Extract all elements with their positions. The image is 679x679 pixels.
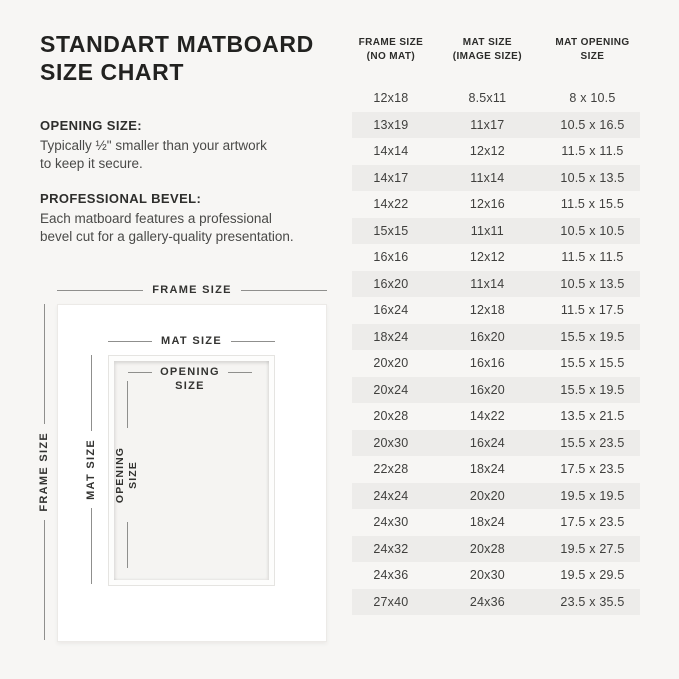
frame-size-cell: 22x28 xyxy=(373,462,409,477)
header-frame-size-line1: FRAME SIZE xyxy=(358,37,424,48)
table-row xyxy=(352,85,640,112)
mat-opening-cell: 10.5 x 13.5 xyxy=(560,170,625,185)
frame-size-cell: 15x15 xyxy=(373,223,409,238)
frame-size-cell: 14x14 xyxy=(373,144,409,159)
opening-size-heading: OPENING SIZE: xyxy=(40,118,142,133)
table-row xyxy=(352,509,640,536)
mat-size-cell: 12x18 xyxy=(469,303,505,318)
opening-size-h-indicator xyxy=(128,365,252,392)
header-frame-size-line2: (NO MAT) xyxy=(366,51,416,62)
frame-size-cell: 20x30 xyxy=(373,435,409,450)
table-row xyxy=(352,430,640,457)
mat-opening-cell: 11.5 x 11.5 xyxy=(561,144,624,159)
mat-opening-cell: 10.5 x 10.5 xyxy=(560,223,625,238)
frame-size-cell: 20x20 xyxy=(373,356,409,371)
header-mat-size xyxy=(430,36,545,64)
indicator-line xyxy=(44,304,45,424)
mat-opening-cell: 11.5 x 15.5 xyxy=(560,197,625,212)
mat-opening-cell: 19.5 x 29.5 xyxy=(560,568,625,583)
professional-bevel-heading: PROFESSIONAL BEVEL: xyxy=(40,191,202,206)
professional-bevel-section xyxy=(40,191,340,246)
table-row xyxy=(352,244,640,271)
indicator-line xyxy=(127,522,128,569)
frame-size-cell: 13x19 xyxy=(373,117,409,132)
table-row xyxy=(352,324,640,351)
mat-size-cell: 20x28 xyxy=(469,541,505,556)
indicator-line xyxy=(128,372,152,373)
opening-size-v-label xyxy=(112,436,142,514)
frame-size-cell: 16x16 xyxy=(373,250,409,265)
mat-opening-cell: 11.5 x 17.5 xyxy=(560,303,625,318)
mat-opening-cell: 13.5 x 21.5 xyxy=(560,409,625,424)
mat-size-cell: 11x17 xyxy=(470,117,505,132)
opening-size-v-indicator xyxy=(112,381,142,568)
mat-opening-cell: 15.5 x 19.5 xyxy=(560,329,625,344)
table-row xyxy=(352,297,640,324)
frame-size-cell: 16x20 xyxy=(373,276,409,291)
mat-size-cell: 12x16 xyxy=(469,197,505,212)
mat-size-cell: 16x24 xyxy=(469,435,505,450)
frame-size-cell: 14x17 xyxy=(373,170,409,185)
header-mat-size-line1: MAT SIZE xyxy=(462,37,512,48)
table-row xyxy=(352,138,640,165)
mat-size-h-label: MAT SIZE xyxy=(161,335,222,347)
opening-size-h-label-line1: OPENING xyxy=(160,366,220,378)
table-row xyxy=(352,536,640,563)
opening-size-h-label-line2: SIZE xyxy=(175,380,205,392)
table-row xyxy=(352,218,640,245)
size-table xyxy=(352,36,640,615)
frame-size-cell: 14x22 xyxy=(373,197,409,212)
table-row xyxy=(352,483,640,510)
page-title-line1: STANDART MATBOARD xyxy=(40,31,314,57)
frame-size-h-indicator xyxy=(57,283,327,297)
mat-size-cell: 16x16 xyxy=(469,356,505,371)
frame-size-cell: 24x24 xyxy=(373,488,409,503)
table-row xyxy=(352,350,640,377)
table-row xyxy=(352,403,640,430)
mat-size-h-indicator xyxy=(108,334,275,348)
opening-size-v-label-text xyxy=(114,433,140,517)
mat-size-cell: 20x20 xyxy=(469,488,505,503)
indicator-line xyxy=(57,290,143,291)
mat-size-cell: 14x22 xyxy=(469,409,505,424)
opening-size-body-line2: to keep it secure. xyxy=(40,156,143,171)
mat-opening-cell: 19.5 x 19.5 xyxy=(560,488,625,503)
header-mat-opening-line2: SIZE xyxy=(580,51,605,62)
mat-opening-cell: 15.5 x 15.5 xyxy=(560,356,625,371)
mat-opening-cell: 11.5 x 11.5 xyxy=(561,250,624,265)
size-table-body xyxy=(352,85,640,615)
frame-size-v-label: FRAME SIZE xyxy=(38,432,50,512)
indicator-line xyxy=(108,341,152,342)
mat-size-cell: 20x30 xyxy=(469,568,505,583)
mat-size-cell: 16x20 xyxy=(469,382,505,397)
opening-size-body xyxy=(40,137,340,173)
mat-size-cell: 11x11 xyxy=(470,223,504,238)
frame-size-h-label: FRAME SIZE xyxy=(152,284,232,296)
mat-opening-cell: 10.5 x 13.5 xyxy=(560,276,625,291)
mat-opening-cell: 15.5 x 23.5 xyxy=(560,435,625,450)
frame-size-cell: 18x24 xyxy=(373,329,409,344)
frame-size-cell: 20x24 xyxy=(373,382,409,397)
header-mat-opening-line1: MAT OPENING xyxy=(555,37,630,48)
frame-size-cell: 24x36 xyxy=(373,568,409,583)
table-row xyxy=(352,456,640,483)
frame-size-cell: 12x18 xyxy=(373,91,409,106)
mat-size-cell: 11x14 xyxy=(470,276,505,291)
mat-size-cell: 12x12 xyxy=(469,144,505,159)
mat-size-cell: 8.5x11 xyxy=(468,91,507,106)
mat-size-v-indicator xyxy=(83,355,99,584)
frame-diagram xyxy=(30,281,340,661)
mat-opening-cell: 10.5 x 16.5 xyxy=(560,117,625,132)
mat-size-cell: 18x24 xyxy=(469,515,505,530)
table-header xyxy=(352,36,640,64)
page-title xyxy=(40,30,340,86)
opening-size-h-row1 xyxy=(128,365,252,379)
professional-bevel-body xyxy=(40,210,340,246)
mat-size-cell: 12x12 xyxy=(469,250,505,265)
indicator-line xyxy=(231,341,275,342)
indicator-line xyxy=(127,381,128,428)
mat-opening-cell: 19.5 x 27.5 xyxy=(560,541,625,556)
mat-size-cell: 24x36 xyxy=(469,594,505,609)
mat-opening-cell: 17.5 x 23.5 xyxy=(560,515,625,530)
indicator-line xyxy=(91,508,92,584)
header-mat-size-line2: (IMAGE SIZE) xyxy=(452,51,522,62)
mat-opening-cell: 17.5 x 23.5 xyxy=(560,462,625,477)
opening-size-v-label-line2: SIZE xyxy=(127,460,139,489)
mat-opening-cell: 23.5 x 35.5 xyxy=(560,594,625,609)
opening-size-v-label-line1: OPENING xyxy=(114,446,126,503)
frame-size-cell: 24x32 xyxy=(373,541,409,556)
table-row xyxy=(352,271,640,298)
mat-size-cell: 16x20 xyxy=(469,329,505,344)
indicator-line xyxy=(91,355,92,431)
frame-size-cell: 27x40 xyxy=(373,594,409,609)
left-column xyxy=(40,30,340,246)
table-row xyxy=(352,562,640,589)
frame-size-v-indicator xyxy=(36,304,52,640)
professional-bevel-body-line1: Each matboard features a professional xyxy=(40,211,272,226)
mat-size-cell: 18x24 xyxy=(469,462,505,477)
mat-opening-cell: 15.5 x 19.5 xyxy=(560,382,625,397)
indicator-line xyxy=(228,372,252,373)
mat-size-cell: 11x14 xyxy=(470,170,505,185)
frame-size-cell: 20x28 xyxy=(373,409,409,424)
mat-opening-cell: 8 x 10.5 xyxy=(569,91,616,106)
frame-size-cell: 16x24 xyxy=(373,303,409,318)
table-row xyxy=(352,165,640,192)
frame-size-cell: 24x30 xyxy=(373,515,409,530)
table-row xyxy=(352,589,640,616)
indicator-line xyxy=(241,290,327,291)
header-frame-size xyxy=(352,36,430,64)
mat-size-v-label: MAT SIZE xyxy=(85,439,97,500)
table-row xyxy=(352,191,640,218)
opening-size-section xyxy=(40,118,340,173)
indicator-line xyxy=(44,520,45,640)
professional-bevel-body-line2: bevel cut for a gallery-quality presentation. xyxy=(40,229,294,244)
table-row xyxy=(352,377,640,404)
table-row xyxy=(352,112,640,139)
opening-size-body-line1: Typically ½" smaller than your artwork xyxy=(40,138,267,153)
page-title-line2: SIZE CHART xyxy=(40,59,184,85)
header-mat-opening xyxy=(545,36,640,64)
